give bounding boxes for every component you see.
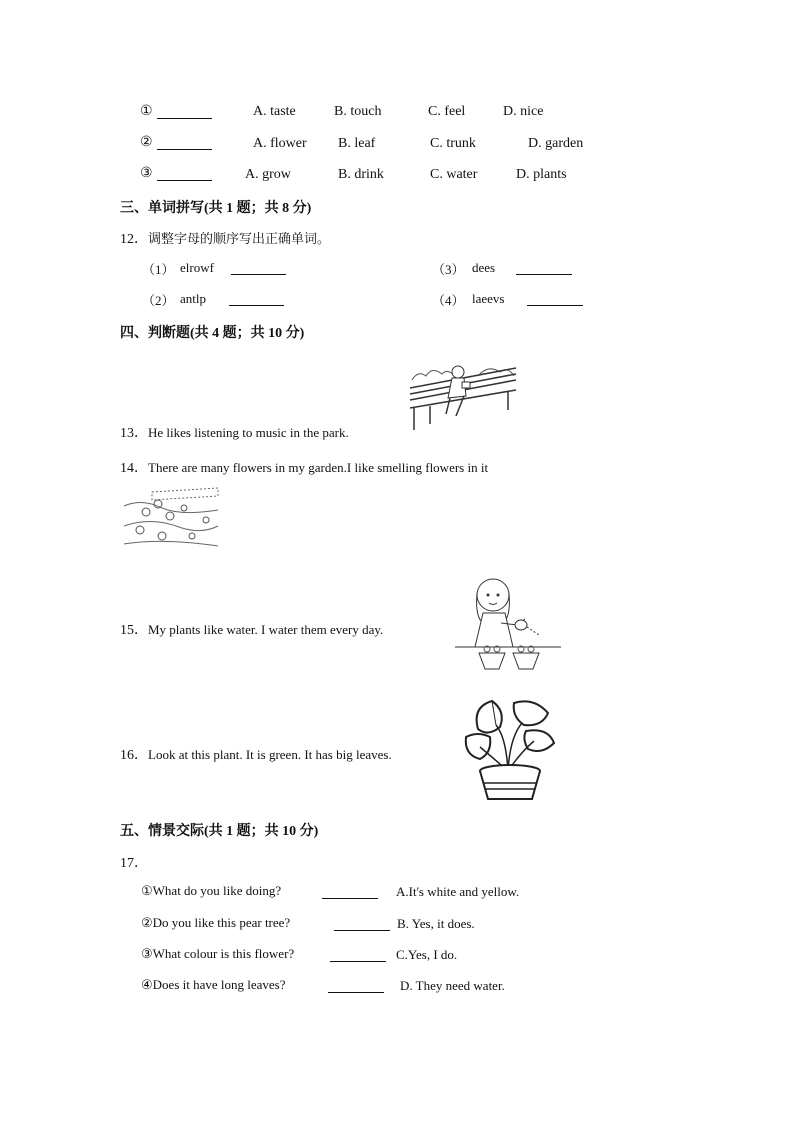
answer-blank[interactable] [157,106,212,119]
question-15 [120,619,383,639]
dialogue-answer: D. They need water. [400,978,505,993]
item-number: （2） [142,293,175,308]
boy-on-bench-picture [408,358,518,432]
dialogue-answer: C.Yes, I do. [396,947,458,962]
question-number: 15． [120,623,148,638]
question-14 [120,457,488,477]
question-text: He likes listening to music in the park. [148,425,349,440]
question-16 [120,744,392,764]
item-number: （3） [432,262,465,277]
question-17-number: 17． [120,856,148,871]
answer-blank[interactable] [516,262,572,275]
question-text: There are many flowers in my garden.I like smelling flowers in it [148,460,489,475]
question-13 [120,422,349,442]
question-12 [120,228,330,248]
scrambled-word: elrowf [180,260,214,275]
dialogue-answer: A.It's white and yellow. [396,884,520,899]
question-text: Look at this plant. It is green. It has big leaves. [148,747,392,762]
dialogue-question: ①What do you like doing? [141,883,282,898]
option-c: C. feel [428,104,466,119]
row-number: ① [140,104,153,119]
row-number: ③ [140,166,153,181]
question-number: 16． [120,748,148,763]
answer-blank[interactable] [330,949,386,962]
dialogue-question: ②Do you like this pear tree? [141,915,291,930]
option-c: C. water [430,167,478,182]
question-number: 12． [120,232,148,247]
section-3-title: 三、单词拼写(共 1 题；共 8 分) [120,201,312,216]
section-5-title: 五、情景交际(共 1 题；共 10 分) [120,824,319,839]
answer-blank[interactable] [231,262,286,275]
option-b: B. drink [338,167,384,182]
option-d: D. plants [516,167,567,182]
answer-blank[interactable] [328,980,384,993]
answer-blank[interactable] [322,886,378,899]
scrambled-word: antlp [180,291,206,306]
question-number: 14． [120,461,148,476]
dialogue-question: ④Does it have long leaves? [141,977,286,992]
option-d: D. nice [503,104,544,119]
girl-watering-plants-picture [455,573,561,677]
scrambled-word: dees [472,260,496,275]
section-4-title: 四、判断题(共 4 题；共 10 分) [120,326,305,341]
row-number: ② [140,135,153,150]
question-text: 调整字母的顺序写出正确单词。 [148,232,331,247]
option-b: B. touch [334,104,382,119]
item-number: （4） [432,293,465,308]
question-number: 13． [120,426,148,441]
option-a: A. taste [253,104,296,119]
option-a: A. grow [245,167,291,182]
option-a: A. flower [253,136,307,151]
garden-picture [122,486,220,550]
option-d: D. garden [528,136,584,151]
answer-blank[interactable] [527,293,583,306]
option-b: B. leaf [338,136,376,151]
dialogue-answer: B. Yes, it does. [397,916,475,931]
answer-blank[interactable] [334,918,390,931]
potted-plant-picture [462,697,558,803]
question-text: My plants like water. I water them every day. [148,622,384,637]
item-number: （1） [142,262,175,277]
answer-blank[interactable] [157,137,212,150]
dialogue-question: ③What colour is this flower? [141,946,295,961]
answer-blank[interactable] [157,168,212,181]
answer-blank[interactable] [229,293,284,306]
option-c: C. trunk [430,136,476,151]
scrambled-word: laeevs [472,291,505,306]
